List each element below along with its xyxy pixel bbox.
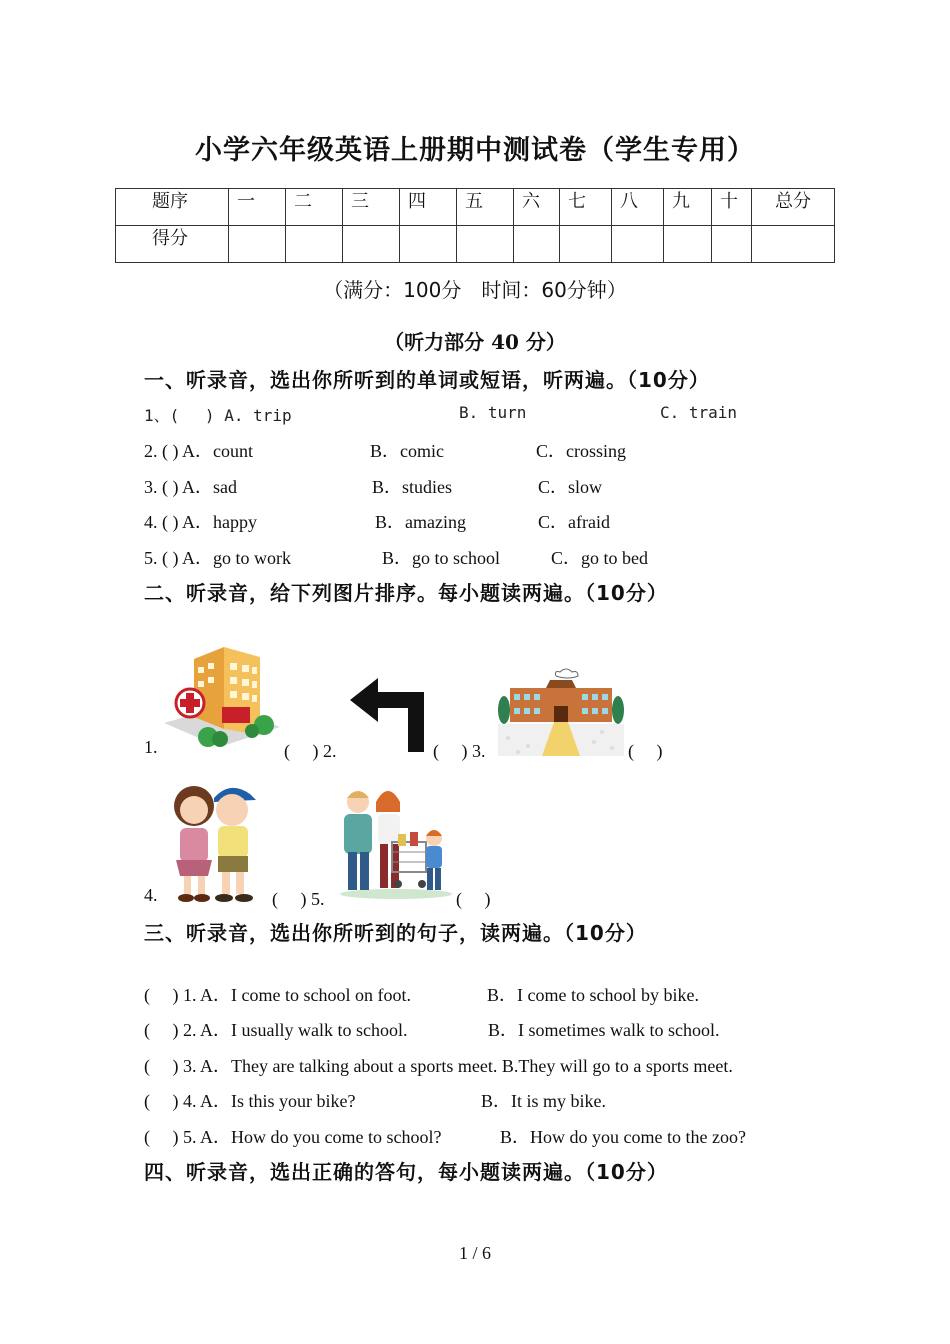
school-picture: [498, 668, 624, 756]
score-cell[interactable]: [400, 226, 457, 263]
page-title: 小学六年级英语上册期中测试卷（学生专用）: [195, 135, 755, 166]
score-cell[interactable]: [664, 226, 712, 263]
s1-q1-num-a: [144, 403, 292, 426]
s3-item-b: B．It is my bike.: [481, 1091, 606, 1111]
s1-item-c: C．slow: [538, 477, 603, 497]
s2-label-6: ( ) 5.: [272, 889, 325, 909]
s3-item-b: B．How do you come to the zoo?: [500, 1127, 746, 1147]
score-cell[interactable]: [229, 226, 286, 263]
s1-item-c: C．go to bed: [551, 548, 648, 568]
children-walking-picture: [160, 780, 264, 904]
s3-item-a: ( ) 3. A．They are talking about a sports meet. B.They will go to a sports meet.: [144, 1056, 733, 1076]
s1-item-b: B．amazing: [375, 512, 466, 532]
s1-item-num: 2. ( ) A．count: [144, 441, 253, 461]
s1-item-b: B．comic: [370, 441, 444, 461]
s1-q1-num: 1、( ): [144, 406, 215, 425]
s1-item-num: 5. ( ) A．go to work: [144, 548, 291, 568]
score-cell[interactable]: [712, 226, 752, 263]
score-table-score-row: [116, 226, 835, 263]
hospital-picture: [160, 643, 282, 755]
s3-item-a: ( ) 2. A．I usually walk to school.: [144, 1020, 408, 1040]
score-header-cell: 五: [457, 189, 514, 226]
score-header-cell: 八: [612, 189, 664, 226]
s2-label-2: ( ) 2.: [284, 741, 337, 761]
exam-meta: （满分：100分 时间：60分钟）: [323, 278, 627, 302]
s3-item-b: B．I sometimes walk to school.: [488, 1020, 720, 1040]
score-header-cell: 一: [229, 189, 286, 226]
s3-item-b: B．I come to school by bike.: [487, 985, 699, 1005]
s1-item-c: C．crossing: [536, 441, 626, 461]
score-cell[interactable]: [514, 226, 560, 263]
score-header-cell: 二: [286, 189, 343, 226]
s1-q1-b: B. turn: [459, 403, 527, 422]
score-header-cell: 七: [560, 189, 612, 226]
family-shopping-picture: [336, 784, 454, 900]
s1-item-b: B．go to school: [382, 548, 501, 568]
turn-left-arrow-icon: [348, 676, 432, 754]
score-header-cell: 总分: [752, 189, 835, 226]
score-cell[interactable]: [612, 226, 664, 263]
score-header-cell: 题序: [116, 189, 229, 226]
score-header-cell: 六: [514, 189, 560, 226]
s2-label-3: ( ) 3.: [433, 741, 486, 761]
score-cell[interactable]: [457, 226, 514, 263]
score-header-cell: 十: [712, 189, 752, 226]
score-cell[interactable]: [343, 226, 400, 263]
section-2-heading: 二、听录音，给下列图片排序。每小题读两遍。（10分）: [144, 581, 668, 605]
score-cell[interactable]: [286, 226, 343, 263]
s1-item-b: B．studies: [372, 477, 453, 497]
s2-label-5: 4.: [144, 885, 158, 905]
section-1-heading: 一、听录音，选出你所听到的单词或短语，听两遍。（10分）: [144, 368, 710, 392]
section-4-heading: 四、听录音，选出正确的答句，每小题读两遍。（10分）: [144, 1160, 668, 1184]
score-cell[interactable]: [560, 226, 612, 263]
s1-item-c: C．afraid: [538, 512, 610, 532]
s1-item-num: 4. ( ) A．happy: [144, 512, 257, 532]
s3-item-a: ( ) 4. A．Is this your bike?: [144, 1091, 356, 1111]
score-header-cell: 三: [343, 189, 400, 226]
s3-item-a: ( ) 5. A．How do you come to school?: [144, 1127, 442, 1147]
score-table: [115, 188, 835, 263]
score-cell[interactable]: [752, 226, 835, 263]
s2-label-1: 1.: [144, 737, 158, 757]
s1-q1-a: A. trip: [224, 406, 292, 425]
s3-item-a: ( ) 1. A．I come to school on foot.: [144, 985, 411, 1005]
score-table-header-row: [116, 189, 835, 226]
s2-label-4: ( ): [628, 741, 663, 761]
s1-q1-c: C. train: [660, 403, 738, 422]
score-row-label: 得分: [116, 226, 229, 263]
section-3-heading: 三、听录音，选出你所听到的句子，读两遍。（10分）: [144, 921, 647, 945]
score-header-cell: 四: [400, 189, 457, 226]
s1-item-num: 3. ( ) A．sad: [144, 477, 237, 497]
score-header-cell: 九: [664, 189, 712, 226]
page-number: 1 / 6: [458, 1243, 491, 1263]
listening-part-label: （听力部分 40 分）: [384, 330, 566, 354]
s2-label-7: ( ): [456, 889, 491, 909]
